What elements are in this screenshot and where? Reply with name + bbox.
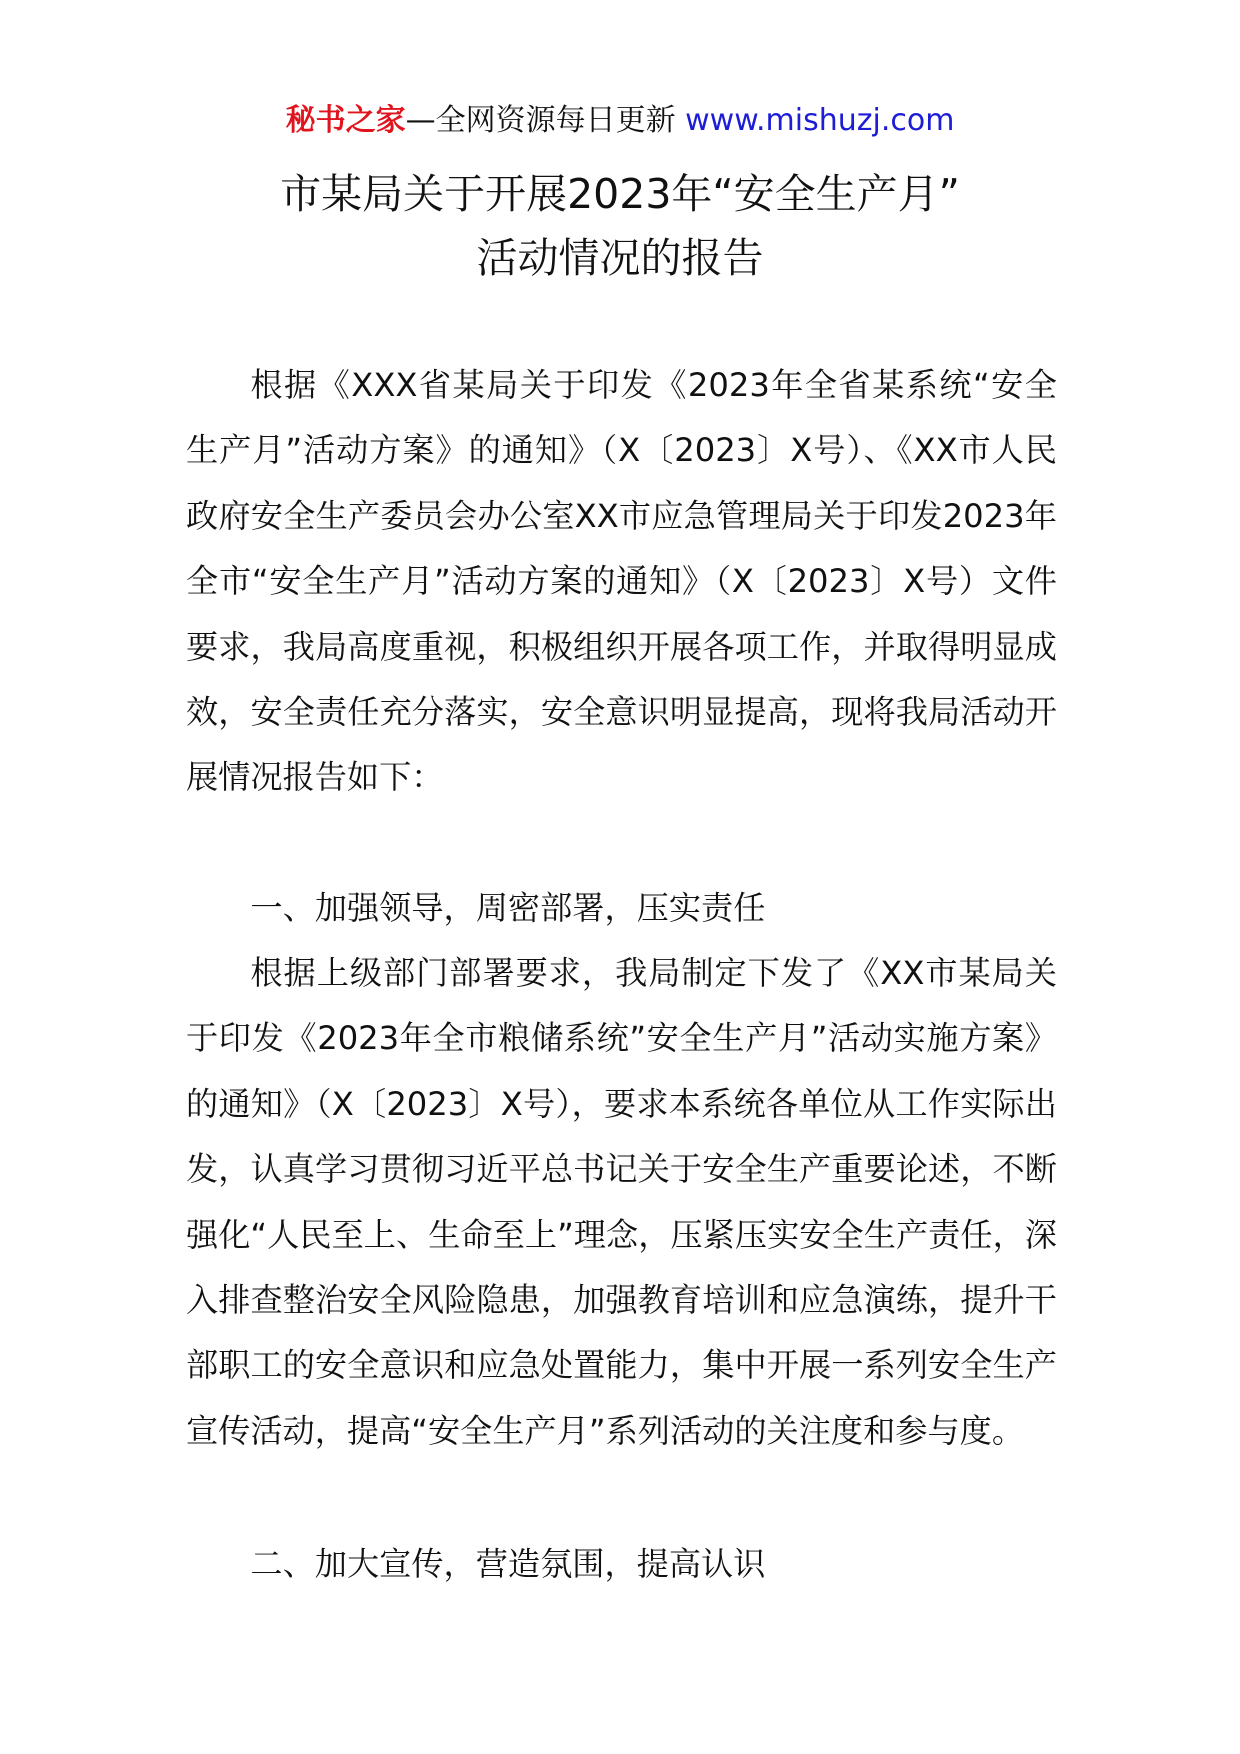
section-1-paragraph: 根据上级部门部署要求，我局制定下发了《XX市某局关于印发《2023年全市粮储系统”安全生产月”活动实施方案》的通知》（X〔2023〕X号），要求本系统各单位从工作实际出发，认真学习贯彻习近平总书记关于安全生产重要论述，不断强化“人民至上、生命至上”理念，压紧压实安全生产责任，深入排查整治安全风险隐患，加强教育培训和应急演练，提升干部职工的安全意识和应急处置能力，集中开展一系列安全生产宣传活动，提高“安全生产月”系列活动的关注度和参与度。 [186,954,1057,1450]
site-url-link[interactable]: www.mishuzj.com [685,103,955,138]
section-heading-1: 一、加强领导，周密部署，压实责任 [250,889,766,927]
document-title-line-2: 活动情况的报告 [476,234,764,282]
header-tagline: —全网资源每日更新 [405,103,676,138]
brand-name: 秘书之家 [285,103,406,138]
site-header [0,101,1240,141]
intro-paragraph: 根据《XXX省某局关于印发《2023年全省某系统“安全生产月”活动方案》的通知》（X〔2023〕X号）、《XX市人民政府安全生产委员会办公室XX市应急管理局关于印发2023年全市“安全生产月”活动方案的通知》（X〔2023〕X号）文件要求，我局高度重视，积极组织开展各项工作，并取得明显成效，安全责任充分落实，安全意识明显提高，现将我局活动开展情况报告如下： [186,366,1057,797]
document-title-line-1: 市某局关于开展2023年“安全生产月” [280,170,960,218]
section-heading-2: 二、加大宣传，营造氛围，提高认识 [250,1545,766,1583]
